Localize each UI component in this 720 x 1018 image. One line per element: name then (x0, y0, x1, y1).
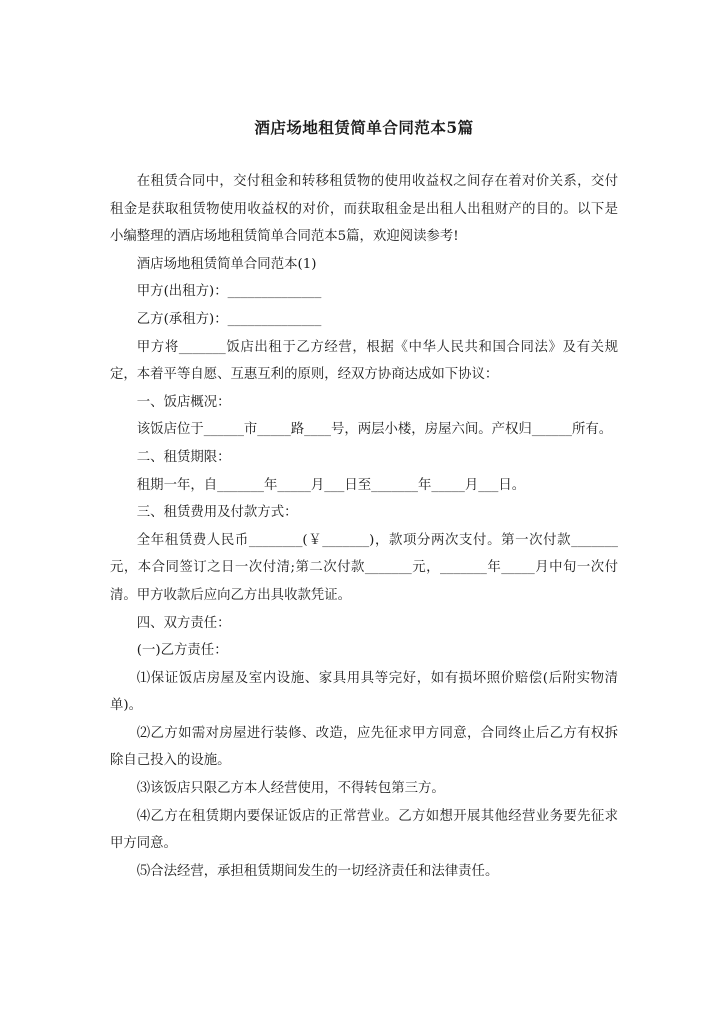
paragraph-overview: 该饭店位于______市_____路____号，两层小楼，房屋六间。产权归______所有。 (136, 422, 613, 438)
document-body (110, 168, 618, 885)
paragraph-party-b: 乙方(承租方)：______________ (136, 311, 322, 327)
clause-2: ⑵乙方如需对房屋进行装修、改造，应先征求甲方同意，合同终止后乙方有权拆除自己投入的设施。 (110, 725, 618, 769)
section-heading-overview: 一、饭店概况： (136, 394, 231, 410)
paragraph-payment: 全年租赁费人民币________(￥_______)，款项分两次支付。第一次付款_______元，本合同签订之日一次付清;第二次付款_______元，_______年_____月中旬一次付清。甲方收款后应向乙方出具收款凭证。 (110, 532, 618, 603)
clause-3: ⑶该饭店只限乙方本人经营使用，不得转包第三方。 (136, 781, 445, 797)
paragraph-contract-heading: 酒店场地租赁简单合同范本(1) (136, 256, 317, 272)
section-heading-responsibilities: 四、双方责任： (136, 615, 231, 631)
paragraph-term: 租期一年，自_______年_____月___日至_______年_____月___日。 (136, 477, 526, 493)
section-heading-term: 二、租赁期限： (136, 449, 231, 465)
clause-1: ⑴保证饭店房屋及室内设施、家具用具等完好，如有损坏照价赔偿(后附实物清单)。 (110, 670, 618, 714)
clause-5: ⑸合法经营，承担租赁期间发生的一切经济责任和法律责任。 (136, 863, 499, 879)
paragraph-party-a: 甲方(出租方)：______________ (136, 284, 322, 300)
paragraph-agreement: 甲方将_______饭店出租于乙方经营，根据《中华人民共和国合同法》及有关规定，本着平等自愿、互惠互利的原则，经双方协商达成如下协议： (110, 339, 618, 383)
clause-4: ⑷乙方在租赁期内要保证饭店的正常营业。乙方如想开展其他经营业务要先征求甲方同意。 (110, 808, 618, 852)
paragraph-intro: 在租赁合同中，交付租金和转移租赁物的使用收益权之间存在着对价关系，交付租金是获取租赁物使用收益权的对价，而获取租金是出租人出租财产的目的。以下是小编整理的酒店场地租赁简单合同范本5篇，欢迎阅读参考! (110, 174, 618, 245)
document-title: 酒店场地租赁简单合同范本5篇 (254, 118, 474, 137)
section-heading-payment: 三、租赁费用及付款方式： (136, 505, 298, 521)
subsection-heading-party-b: (一)乙方责任： (136, 643, 228, 659)
